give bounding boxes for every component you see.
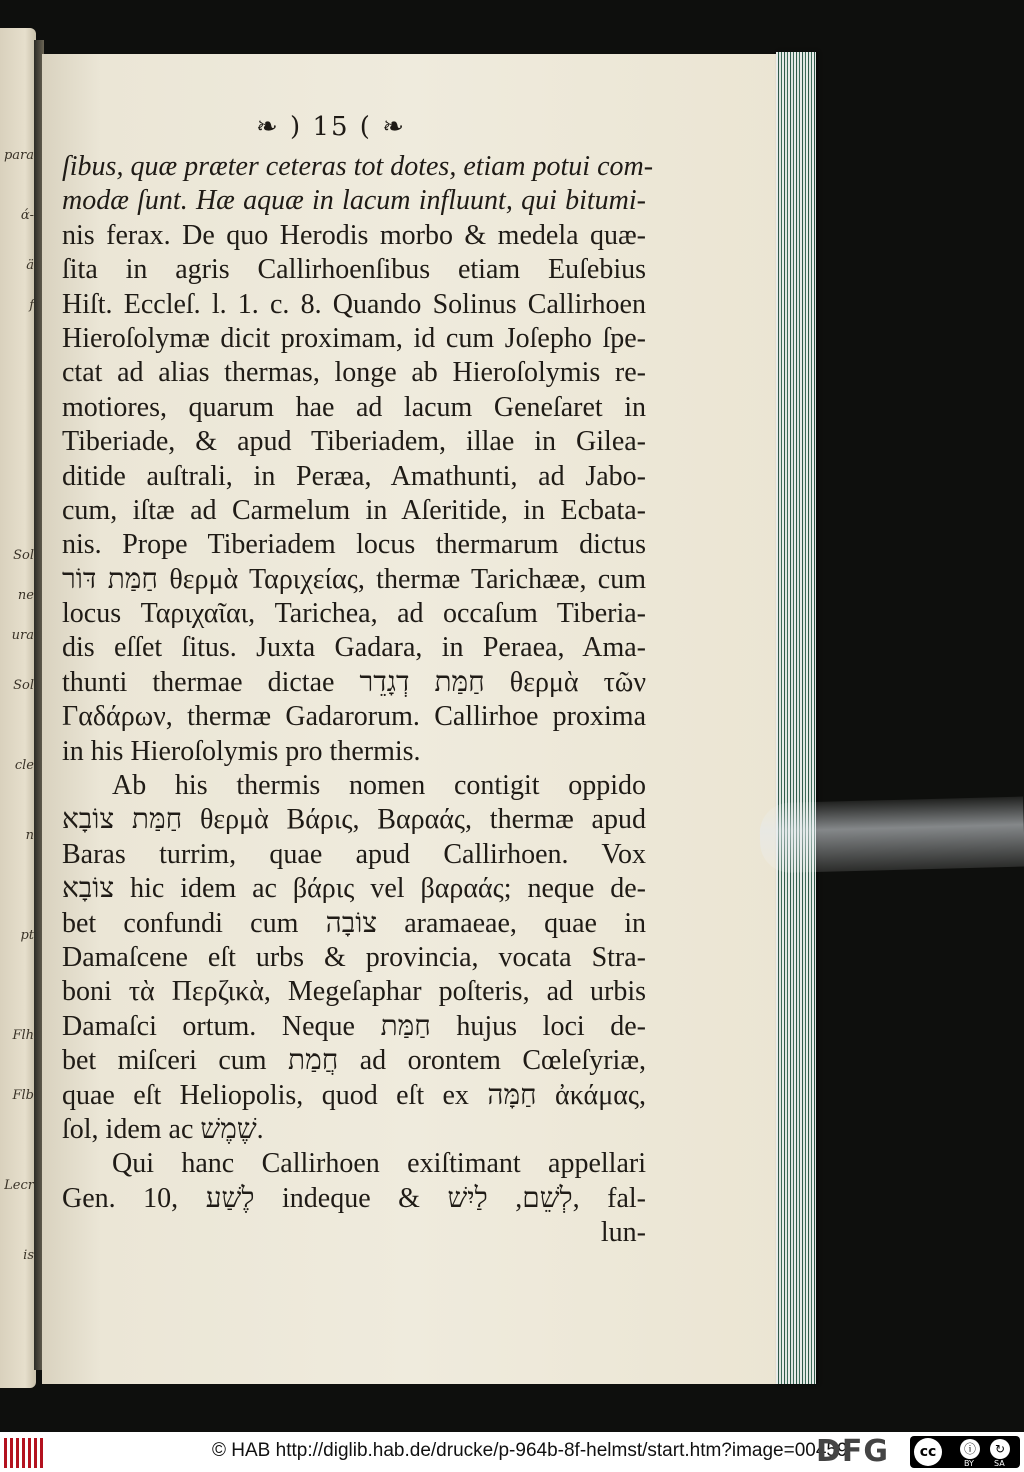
text-line: locus Ταριχαῖαι, Tarichea, ad occaſum Tiberia- bbox=[62, 598, 646, 630]
text-line: Damaſcene eſt urbs & provincia, vocata Stra- bbox=[62, 941, 646, 973]
text-line: ſibus, quæ præter ceteras tot dotes, etiam potui com- bbox=[62, 151, 654, 182]
text-line: bet confundi cum צוֹבָה aramaeae, quae in bbox=[62, 907, 646, 939]
cc-license-badge[interactable] bbox=[910, 1436, 1020, 1468]
dfg-logo: DFG bbox=[816, 1434, 890, 1469]
hab-logo-icon bbox=[4, 1438, 44, 1468]
left-fragment: Flh bbox=[12, 1028, 34, 1043]
text-line: Tiberiade, & apud Tiberiadem, illae in Gilea- bbox=[62, 426, 646, 458]
left-fragment: cle bbox=[14, 758, 34, 773]
by-icon: ⓘ bbox=[960, 1439, 980, 1459]
text-line: boni τὰ Περζικὰ, Megeſaphar poſteris, ad urbis bbox=[62, 976, 646, 1008]
left-fragment: ä bbox=[26, 258, 34, 273]
text-line: dis eſſet ſitus. Juxta Gadara, in Peraea, Ama- bbox=[62, 632, 646, 664]
text-line: Baras turrim, quae apud Callirhoen. Vox bbox=[62, 838, 646, 870]
text-line: Hiſt. Eccleſ. l. 1. c. 8. Quando Solinus Callirhoen bbox=[62, 288, 646, 320]
text-line: צוֹבָא hic idem ac βάρις vel βαραάς; neque de- bbox=[62, 873, 646, 905]
sa-icon: ↻ bbox=[990, 1439, 1010, 1459]
left-fragment: Sol bbox=[13, 548, 34, 563]
left-fragment: n bbox=[25, 828, 34, 843]
text-line: חַמַּת דּוֹר θερμὰ Ταριχείας, thermæ Tarichææ, cum bbox=[62, 563, 646, 595]
text-line: motiores, quarum hae ad lacum Geneſaret in bbox=[62, 391, 646, 423]
text-line: in his Hieroſolymis pro thermis. bbox=[62, 735, 421, 767]
text-line: ſita in agris Callirhoenſibus etiam Euſebius bbox=[62, 254, 646, 286]
text-line: thunti thermae dictae חַמַּת דְגָדֵר θερμὰ τῶν bbox=[62, 666, 646, 698]
left-fragment: pt bbox=[20, 928, 34, 943]
left-fragment: f bbox=[29, 298, 34, 313]
left-fragment: ne bbox=[17, 588, 34, 603]
text-line: Damaſci ortum. Neque חַמַּת hujus loci de- bbox=[62, 1010, 646, 1042]
by-label: BY bbox=[964, 1459, 974, 1468]
text-line: ditide auſtrali, in Peræa, Amathunti, ad Jabo- bbox=[62, 460, 646, 492]
footer-bar bbox=[0, 1432, 1024, 1472]
left-fragment: Flb bbox=[12, 1088, 34, 1103]
catchword: lun- bbox=[600, 1217, 646, 1249]
text-line: ſol, idem ac שֶׁמֶשׁ. bbox=[62, 1113, 264, 1145]
left-page-edge bbox=[0, 28, 36, 1388]
left-fragment: Sol bbox=[13, 678, 34, 693]
left-fragment: ura bbox=[11, 628, 34, 643]
text-line: ctat ad alias thermas, longe ab Hieroſolymis re- bbox=[62, 357, 646, 389]
text-line: modæ ſunt. Hæ aquæ in lacum influunt, qui bitumi- bbox=[62, 185, 646, 217]
sa-label: SA bbox=[994, 1459, 1005, 1468]
text-line: Γαδάρων, thermæ Gadarorum. Callirhoe proxima bbox=[62, 701, 646, 733]
left-fragment: para bbox=[3, 148, 34, 163]
text-line: Ab his thermis nomen contigit oppido bbox=[112, 770, 646, 802]
text-line: bet miſceri cum חֲמַת ad orontem Cœleſyriæ, bbox=[62, 1045, 646, 1077]
left-fragment: is bbox=[23, 1248, 34, 1263]
cc-icon: cc bbox=[914, 1438, 942, 1466]
text-line: nis. Prope Tiberiadem locus thermarum dictus bbox=[62, 529, 646, 561]
text-line: Hieroſolymæ dicit proximam, id cum Joſepho ſpe- bbox=[62, 322, 646, 354]
page-text bbox=[62, 150, 654, 1251]
page-header: ❧ ) 15 ( ❧ bbox=[256, 112, 406, 142]
text-line: Gen. 10, לֶשַׁע indeque & לְשֵׁם, לַיִשׁ, fal- bbox=[62, 1182, 646, 1214]
text-line: חַמַּת צוֹבָא θερμὰ Βάρις, Βαραάς, thermæ apud bbox=[62, 804, 646, 836]
text-line: quae eſt Heliopolis, quod eſt ex חַמָּה ἀκάμας, bbox=[62, 1079, 646, 1111]
text-line: Qui hanc Callirhoen exiſtimant appellari bbox=[112, 1148, 646, 1180]
plastic-page-holder bbox=[759, 797, 1024, 874]
text-line: nis ferax. De quo Herodis morbo & medela quæ- bbox=[62, 219, 646, 251]
page-edge-block bbox=[776, 52, 816, 1384]
source-link[interactable]: © HAB http://diglib.hab.de/drucke/p-964b-8f-helmst/start.htm?image=00459 bbox=[212, 1440, 848, 1461]
text-line: cum, iſtæ ad Carmelum in Aſeritide, in Ecbata- bbox=[62, 494, 646, 526]
left-fragment: Lecr bbox=[4, 1178, 34, 1193]
left-fragment: ά- bbox=[20, 208, 34, 223]
